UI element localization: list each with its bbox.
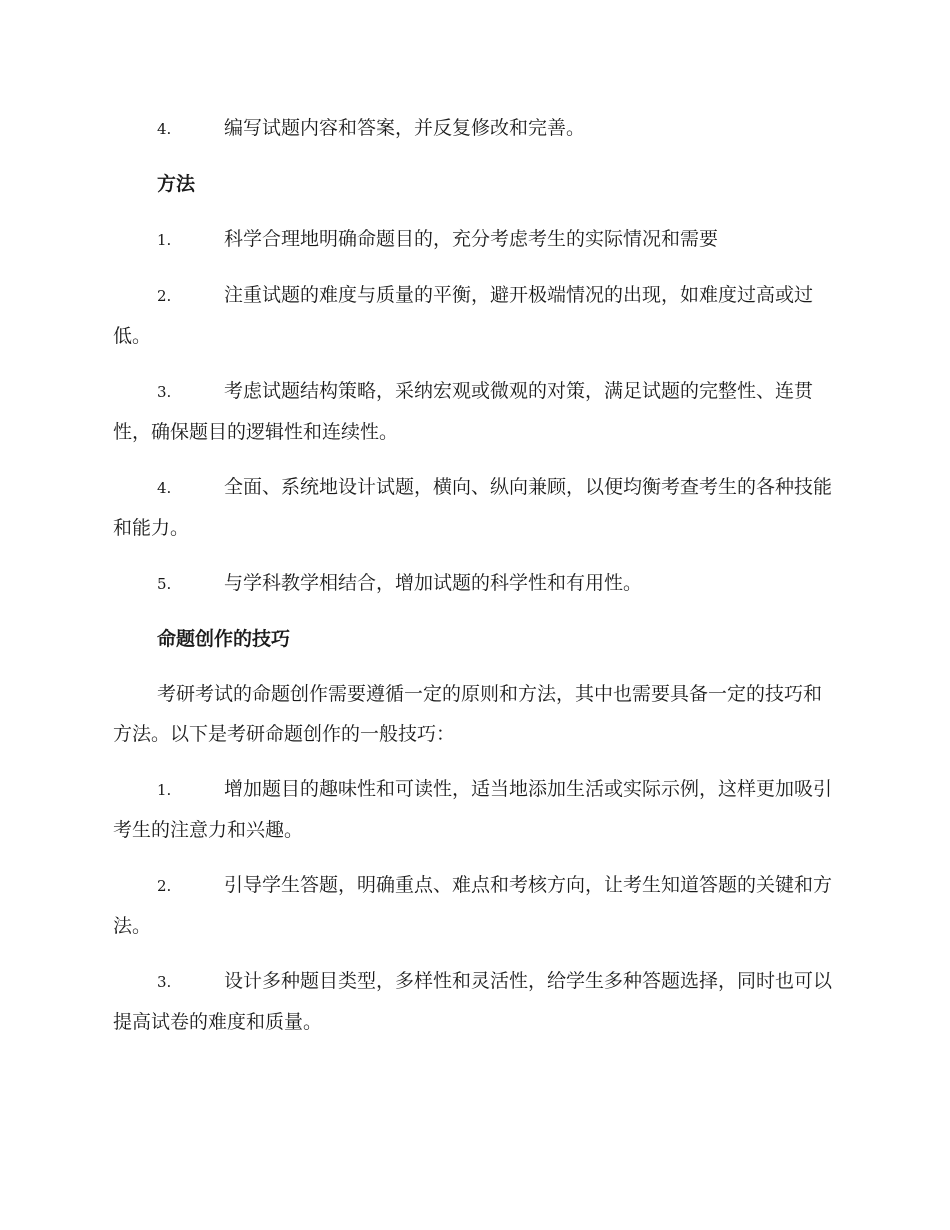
list-number: 3. bbox=[157, 973, 172, 991]
document-body bbox=[113, 108, 833, 1057]
list-text: 设计多种题目类型，多样性和灵活性，给学生多种答题选择，同时也可以提高试卷的难度和质量。 bbox=[113, 970, 833, 1033]
list-number: 1. bbox=[157, 231, 172, 249]
list-number: 3. bbox=[157, 383, 172, 401]
section-heading-techniques: 命题创作的技巧 bbox=[157, 628, 291, 650]
list-text: 科学合理地明确命题目的，充分考虑考生的实际情况和需要 bbox=[224, 228, 719, 250]
list-text: 引导学生答题，明确重点、难点和考核方向，让考生知道答题的关键和方法。 bbox=[113, 874, 833, 937]
list-text: 考虑试题结构策略，采纳宏观或微观的对策，满足试题的完整性、连贯性，确保题目的逻辑性和连续性。 bbox=[113, 380, 814, 443]
list-number: 2. bbox=[157, 877, 172, 895]
list-item bbox=[113, 275, 833, 356]
list-text: 增加题目的趣味性和可读性，适当地添加生活或实际示例，这样更加吸引考生的注意力和兴趣。 bbox=[113, 778, 833, 841]
list-item bbox=[113, 961, 833, 1042]
list-text: 与学科教学相结合，增加试题的科学性和有用性。 bbox=[224, 572, 643, 594]
list-item bbox=[113, 769, 833, 850]
list-text: 注重试题的难度与质量的平衡，避开极端情况的出现，如难度过高或过低。 bbox=[113, 284, 814, 347]
list-text: 编写试题内容和答案，并反复修改和完善。 bbox=[224, 117, 586, 139]
list-number: 5. bbox=[157, 575, 172, 593]
list-number: 1. bbox=[157, 781, 172, 799]
list-item bbox=[113, 108, 833, 149]
list-item bbox=[113, 563, 833, 604]
section-heading-methods: 方法 bbox=[157, 173, 196, 195]
list-item bbox=[113, 467, 833, 548]
list-item bbox=[113, 219, 833, 260]
list-item bbox=[113, 865, 833, 946]
list-text: 全面、系统地设计试题，横向、纵向兼顾，以便均衡考查考生的各种技能和能力。 bbox=[113, 476, 833, 539]
body-paragraph: 考研考试的命题创作需要遵循一定的原则和方法，其中也需要具备一定的技巧和方法。以下是考研命题创作的一般技巧： bbox=[113, 683, 823, 745]
list-item bbox=[113, 371, 833, 452]
list-number: 4. bbox=[157, 479, 172, 497]
list-number: 4. bbox=[157, 120, 172, 138]
list-number: 2. bbox=[157, 287, 172, 305]
